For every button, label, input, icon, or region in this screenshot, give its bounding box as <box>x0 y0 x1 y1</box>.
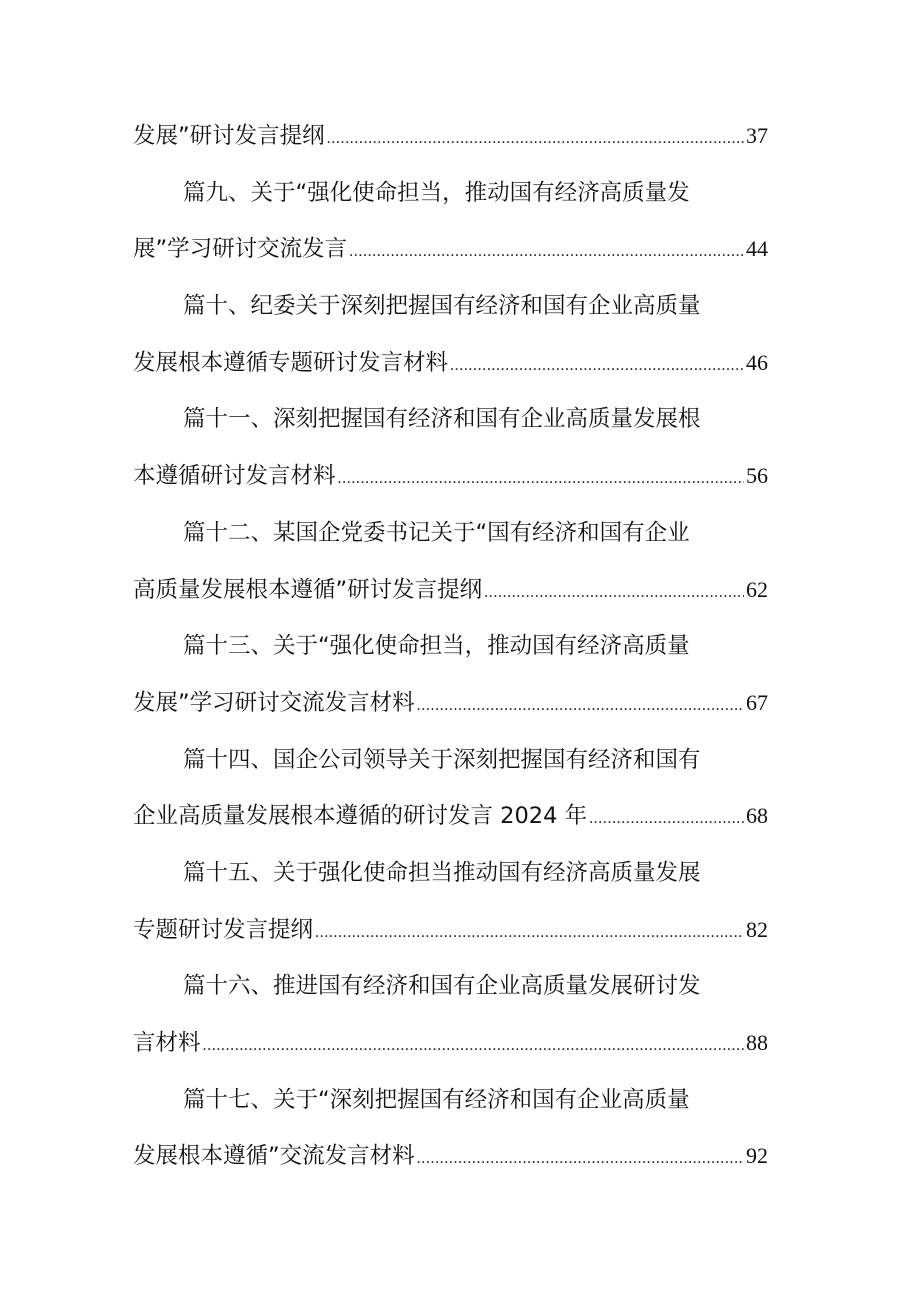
toc-entry-line <box>133 278 768 335</box>
toc-entry-title: 高质量发展根本遵循”研讨发言提纲 <box>133 576 483 603</box>
toc-entry-title: 篇十三、关于“强化使命担当，推动国有经济高质量 <box>183 633 690 660</box>
toc-entry-title: 篇十五、关于强化使命担当推动国有经济高质量发展 <box>183 859 701 886</box>
toc-leader-dots <box>417 678 744 732</box>
toc-page-number: 92 <box>746 1143 768 1169</box>
toc-entry-line <box>133 1128 768 1185</box>
toc-page-number: 46 <box>746 349 768 375</box>
toc-entry-title: 篇十一、深刻把握国有经济和国有企业高质量发展根 <box>183 406 701 433</box>
toc-leader-dots <box>484 565 744 619</box>
toc-entry-line <box>133 221 768 278</box>
toc-leader-dots <box>589 791 744 845</box>
toc-leader-dots <box>203 1018 744 1072</box>
toc-page-number: 88 <box>746 1030 768 1055</box>
table-of-contents <box>133 108 768 1185</box>
toc-entry-line <box>133 618 768 675</box>
toc-leader-dots <box>327 111 744 165</box>
toc-leader-dots <box>417 1131 744 1185</box>
toc-entry-title: 本遵循研讨发言材料 <box>133 463 336 490</box>
toc-entry-line <box>133 335 768 392</box>
toc-entry-title: 篇十七、关于“深刻把握国有经济和国有企业高质量 <box>183 1086 690 1113</box>
toc-entry-line <box>133 902 768 959</box>
toc-entry-title: 篇九、关于“强化使命担当，推动国有经济高质量发 <box>183 179 690 206</box>
toc-entry-line <box>133 788 768 845</box>
toc-entry-title: 发展”研讨发言提纲 <box>133 123 325 149</box>
toc-entry-title: 篇十二、某国企党委书记关于“国有经济和国有企业 <box>183 519 690 546</box>
toc-leader-dots <box>450 338 744 392</box>
toc-entry-title: 发展根本遵循”交流发言材料 <box>133 1143 415 1170</box>
toc-page-number: 37 <box>746 123 768 148</box>
toc-page-number: 67 <box>746 689 768 715</box>
toc-page-number: 44 <box>746 236 768 262</box>
toc-entry-title: 发展根本遵循专题研讨发言材料 <box>133 349 449 376</box>
toc-entry-title: 篇十四、国企公司领导关于深刻把握国有经济和国有 <box>183 746 701 773</box>
toc-entry-title: 篇十六、推进国有经济和国有企业高质量发展研讨发 <box>183 973 701 1000</box>
toc-page-number: 82 <box>746 916 768 942</box>
toc-page-number: 56 <box>746 463 768 489</box>
toc-leader-dots <box>338 451 744 505</box>
toc-entry-line <box>133 505 768 562</box>
toc-entry-line <box>133 845 768 902</box>
toc-entry-title: 专题研讨发言提纲 <box>133 916 314 943</box>
toc-entry-title: 言材料 <box>133 1030 201 1056</box>
toc-entry-title: 展”学习研讨交流发言 <box>133 236 348 263</box>
toc-page-number: 62 <box>746 576 768 602</box>
toc-entry-line <box>133 391 768 448</box>
toc-entry-title: 发展”学习研讨交流发言材料 <box>133 689 415 716</box>
toc-entry-line <box>133 448 768 505</box>
toc-entry-title: 企业高质量发展根本遵循的研讨发言 2024 年 <box>133 803 588 830</box>
toc-entry-line <box>133 165 768 222</box>
toc-leader-dots <box>349 224 744 278</box>
toc-entry-line <box>133 1015 768 1072</box>
toc-entry-title: 篇十、纪委关于深刻把握国有经济和国有企业高质量 <box>183 293 701 320</box>
toc-entry-line <box>133 958 768 1015</box>
toc-entry-line <box>133 108 768 165</box>
toc-entry-line <box>133 562 768 619</box>
toc-page-number: 68 <box>746 803 768 829</box>
toc-entry-line <box>133 1072 768 1129</box>
toc-entry-line <box>133 675 768 732</box>
toc-leader-dots <box>315 905 744 959</box>
toc-entry-line <box>133 732 768 789</box>
